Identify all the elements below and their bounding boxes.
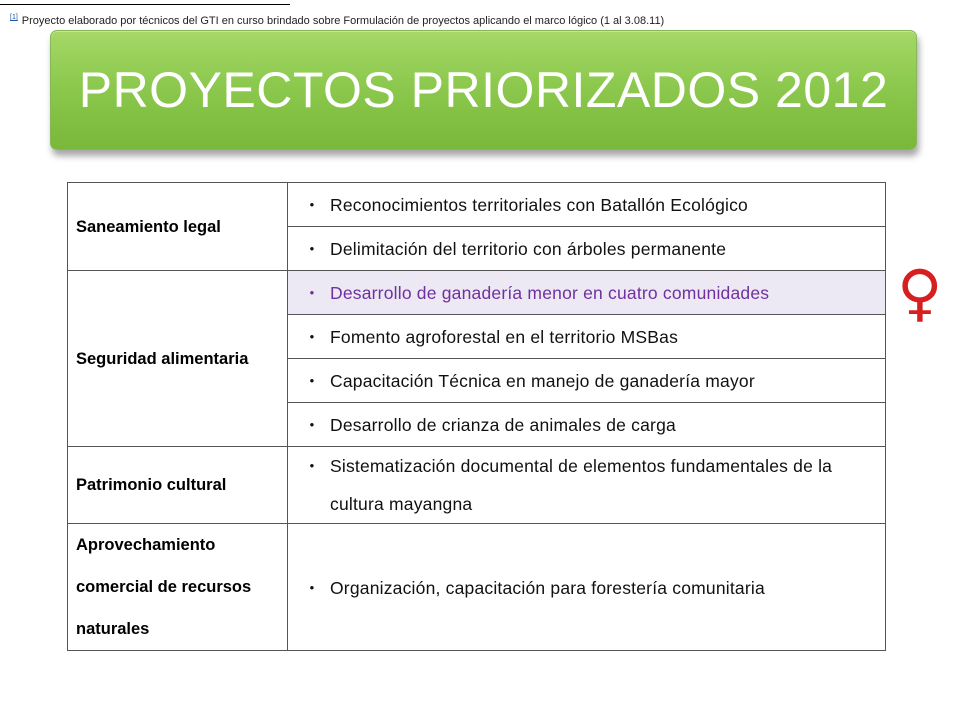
footnote-text: Proyecto elaborado por técnicos del GTI en curso brindado sobre Formulación de proyectos aplicando el marco lógico (1 al 3.08.11)	[21, 15, 665, 27]
page-title: PROYECTOS PRIORIZADOS 2012	[78, 62, 889, 118]
table-row	[68, 524, 886, 651]
project-item-text: Reconocimientos territoriales con Batallón Ecológico	[330, 195, 748, 215]
project-item-text: Delimitación del territorio con árboles permanente	[330, 239, 727, 259]
bullet-icon: •	[309, 373, 315, 388]
table-row	[68, 447, 886, 524]
bullet-icon: •	[309, 458, 315, 473]
project-item	[288, 315, 886, 359]
project-item	[288, 183, 886, 227]
bullet-icon: •	[309, 417, 315, 432]
footnote-separator	[0, 4, 290, 5]
bullet-icon: •	[309, 241, 315, 256]
footnote	[10, 14, 664, 27]
project-item	[288, 524, 886, 651]
table-row	[68, 183, 886, 227]
project-item-text: Fomento agroforestal en el territorio MSBas	[330, 327, 679, 347]
category-saneamiento-legal: Saneamiento legal	[68, 183, 288, 271]
project-item	[288, 359, 886, 403]
projects-table	[67, 182, 886, 651]
female-symbol-icon: ♀	[897, 256, 943, 329]
bullet-icon: •	[309, 197, 315, 212]
table-row	[68, 271, 886, 315]
project-item-text: Desarrollo de ganadería menor en cuatro comunidades	[330, 283, 770, 303]
project-item-text: Organización, capacitación para forestería comunitaria	[330, 577, 765, 598]
category-patrimonio-cultural: Patrimonio cultural	[68, 447, 288, 524]
title-banner	[50, 30, 917, 150]
project-item-text: Capacitación Técnica en manejo de ganadería mayor	[330, 371, 755, 391]
project-item-highlighted	[288, 271, 886, 315]
project-item	[288, 227, 886, 271]
bullet-icon: •	[309, 579, 315, 595]
project-item	[288, 403, 886, 447]
category-aprovechamiento-comercial: Aprovechamiento comercial de recursos naturales	[68, 524, 288, 651]
project-item-text: Desarrollo de crianza de animales de carga	[330, 415, 676, 435]
project-item	[288, 447, 886, 524]
bullet-icon: •	[309, 329, 315, 344]
bullet-icon: •	[309, 285, 315, 300]
category-seguridad-alimentaria: Seguridad alimentaria	[68, 271, 288, 447]
footnote-ref-link[interactable]: [1]	[10, 14, 18, 21]
project-item-text: Sistematización documental de elementos fundamentales de la cultura mayangna	[330, 456, 833, 514]
